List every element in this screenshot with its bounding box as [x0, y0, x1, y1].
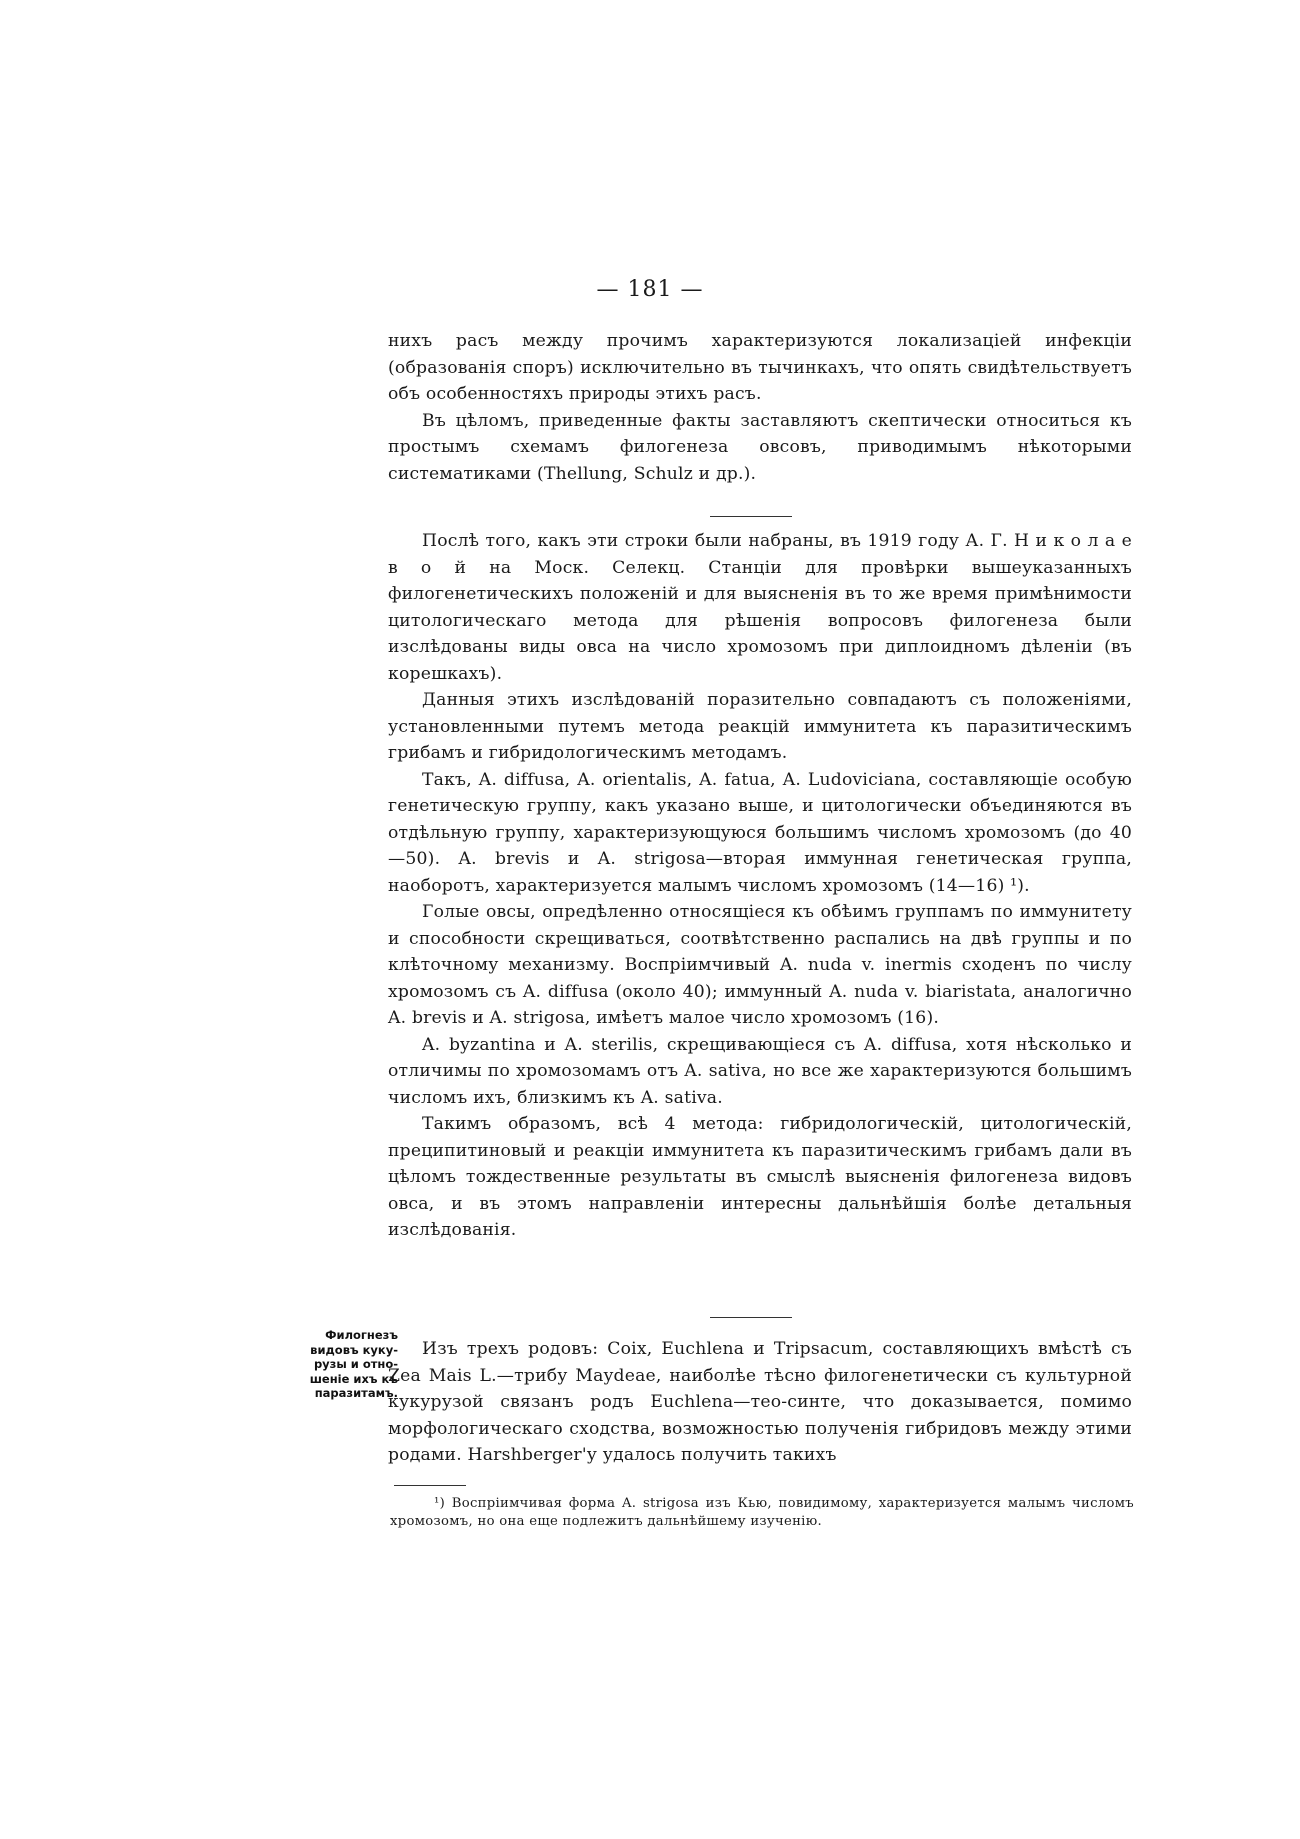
text-block-top [388, 328, 1132, 487]
section-divider [710, 516, 792, 517]
text-block-main [388, 528, 1132, 1244]
text-block-bottom [388, 1336, 1132, 1469]
paragraph: Данныя этихъ изслѣдованій поразительно совпадаютъ съ положеніями, установленными путемъ метода реакцій иммунитета къ паразитическимъ грибамъ и гибридологическимъ методамъ. [388, 690, 1132, 763]
paragraph: Голые овсы, опредѣленно относящіеся къ обѣимъ группамъ по иммунитету и способности скрещиваться, соотвѣтственно распались на двѣ группы и по клѣточному механизму. Воспріимчивый A. nuda v. inermis сходенъ по числу хромозомъ съ A. diffusa (около 40); иммунный A. nuda v. biaristata, аналогично A. brevis и A. strigosa, имѣетъ малое число хромозомъ (16). [388, 902, 1132, 1028]
paragraph: Такъ, A. diffusa, A. orientalis, A. fatua, A. Ludoviciana, составляющіе особую генетическую группу, какъ указано выше, и цитологически объединяются въ отдѣльную группу, характеризующуюся большимъ числомъ хромозомъ (до 40—50). A. brevis и A. strigosa—вторая иммунная генетическая группа, наоборотъ, характеризуется малымъ числомъ хромозомъ (14—16) ¹). [388, 769, 1132, 896]
margin-note-line: паразитамъ. [314, 1386, 398, 1400]
margin-note-line: Филогнезъ [325, 1328, 398, 1342]
section-divider [710, 1317, 792, 1318]
page-number: — 181 — [596, 277, 704, 302]
paragraph: Послѣ того, какъ эти строки были набраны, въ 1919 году А. Г. Н и к о л а е в о й на Моск. Селекц. Станціи для провѣрки вышеуказанныхъ филогенетическихъ положеній и для выясненія въ то же время примѣнимости цитологическаго метода для рѣшенія вопросовъ филогенеза были изслѣдованы виды овса на число хромозомъ при диплоидномъ дѣленіи (въ корешкахъ). [388, 531, 1132, 684]
margin-note [290, 1328, 398, 1401]
margin-note-line: шеніе ихъ къ [309, 1371, 398, 1386]
paragraph: Изъ трехъ родовъ: Coix, Euchlena и Tripsacum, составляющихъ вмѣстѣ съ Zea Mais L.—трибу Maydeae, наиболѣе тѣсно филогенетически съ культурной кукурузой связанъ родъ Euchlena—тео-синте, что доказывается, помимо морфологическаго сходства, возможностью полученія гибридовъ между этими родами. Harshberger'у удалось получить такихъ [388, 1339, 1132, 1465]
paragraph: Такимъ образомъ, всѣ 4 метода: гибридологическій, цитологическій, преципитиновый и реакціи иммунитета къ паразитическимъ грибамъ дали въ цѣломъ тождественные результаты въ смыслѣ выясненія филогенеза видовъ овса, и въ этомъ направленіи интересны дальнѣйшія болѣе детальныя изслѣдованія. [388, 1114, 1132, 1240]
footnote-divider [394, 1485, 466, 1486]
margin-note-line: рузы и отно- [313, 1357, 398, 1371]
paragraph: Въ цѣломъ, приведенные факты заставляютъ скептически относиться къ простымъ схемамъ филогенеза овсовъ, приводимымъ нѣкоторыми систематиками (Thellung, Schulz и др.). [388, 410, 1132, 484]
paragraph: нихъ расъ между прочимъ характеризуются локализаціей инфекціи (образованія споръ) исключительно въ тычинкахъ, что опять свидѣтельствуетъ объ особенностяхъ природы этихъ расъ. [388, 331, 1132, 404]
paragraph: A. byzantina и A. sterilis, скрещивающіеся съ A. diffusa, хотя нѣсколько и отличимы по хромозомамъ отъ A. sativa, но все же характеризуются большимъ числомъ ихъ, близкимъ къ A. sativa. [388, 1034, 1132, 1108]
footnote: ¹) Воспріимчивая форма A. strigosa изъ Кью, повидимому, характеризуется малымъ числомъ хромозомъ, но она еще подлежитъ дальнѣйшему изученію. [390, 1496, 1134, 1529]
margin-note-line: видовъ куку- [310, 1342, 398, 1357]
